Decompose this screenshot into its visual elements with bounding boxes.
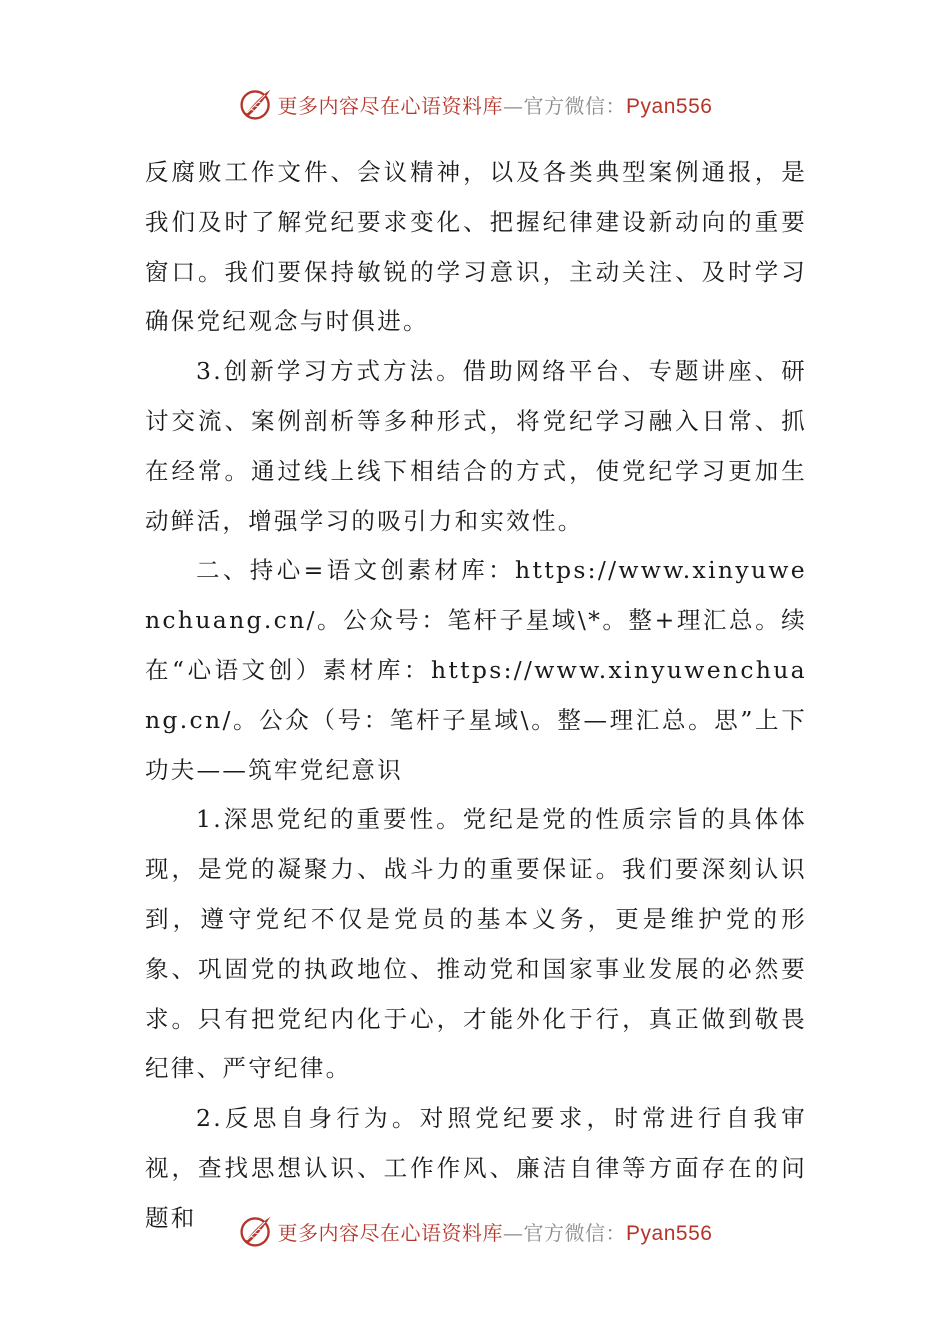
paragraph-2: 3.创新学习方式方法。借助网络平台、专题讲座、研讨交流、案例剖析等多种形式，将党纪学习融入日常、抓在经常。通过线上线下相结合的方式，使党纪学习更加生动鲜活，增强学习的吸引力和实效性。: [145, 357, 807, 535]
footer-promo-text: 更多内容尽在心语资料库: [277, 1220, 504, 1245]
header-separator: —: [503, 93, 524, 118]
footer-wechat-account: Pyan556: [626, 1221, 713, 1245]
header-banner-text: [278, 90, 713, 119]
footer-banner: [0, 1209, 950, 1253]
paragraph-4: 1.深思党纪的重要性。党纪是党的性质宗旨的具体体现，是党的凝聚力、战斗力的重要保证。我们要深刻认识到，遵守党纪不仅是党员的基本义务，更是维护党的形象、巩固党的执政地位、推动党和国家事业发展的必然要求。只有把党纪内化于心，才能外化于行，真正做到敬畏纪律、严守纪律。: [145, 805, 807, 1083]
footer-banner-text: [278, 1217, 713, 1246]
document-body: [145, 148, 807, 1244]
paragraph-3-section-heading: 二、持心=语文创素材库：https://www.xinyuwenchuang.cn/。公众号：笔杆子星域\*。整+理汇总。续在“心语文创）素材库：https://www.xinyuwenchuang.cn/。公众（号：笔杆子星域\。整—理汇总。思”上下功夫——筑牢党纪意识: [145, 556, 807, 784]
footer-official-label: 官方微信：: [523, 1220, 627, 1245]
header-promo-text: 更多内容尽在心语资料库: [277, 93, 504, 118]
quill-logo-icon: [238, 1213, 274, 1249]
paragraph-1: 反腐败工作文件、会议精神，以及各类典型案例通报，是我们及时了解党纪要求变化、把握纪律建设新动向的重要窗口。我们要保持敏锐的学习意识，主动关注、及时学习确保党纪观念与时俱进。: [145, 158, 807, 336]
quill-logo-icon: [238, 86, 274, 122]
paragraph-5: 2.反思自身行为。对照党纪要求，时常进行自我审视，查找思想认识、工作作风、廉洁自律等方面存在的问题和: [145, 1104, 807, 1232]
header-wechat-account: Pyan556: [626, 94, 713, 118]
header-banner: [0, 82, 950, 126]
header-official-label: 官方微信：: [523, 93, 627, 118]
footer-separator: —: [503, 1220, 524, 1245]
